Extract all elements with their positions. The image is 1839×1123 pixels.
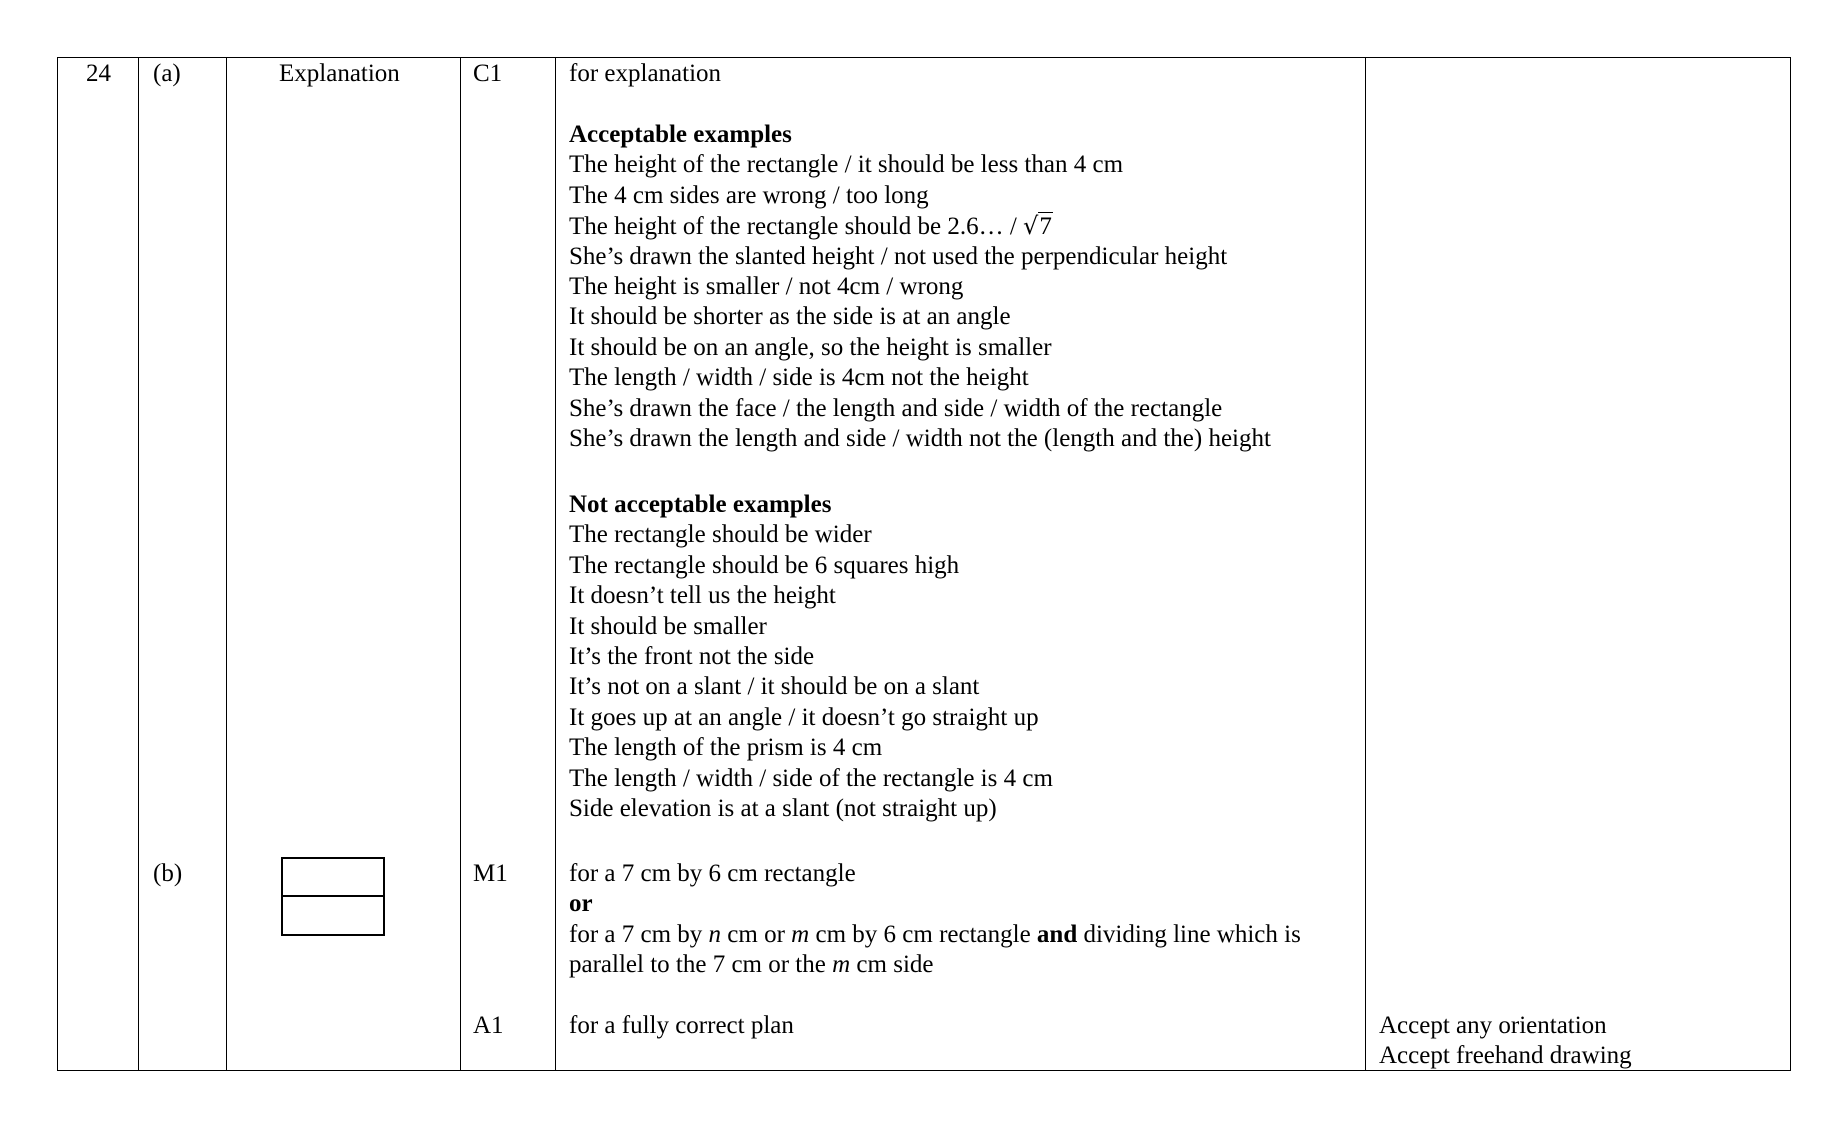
column-divider — [460, 57, 461, 1071]
square-root: √7 — [1023, 212, 1052, 241]
not-acceptable-example: The rectangle should be 6 squares high — [569, 551, 960, 579]
acceptable-example: She’s drawn the slanted height / not used the perpendicular height — [569, 242, 1228, 270]
part-a-answer: Explanation — [279, 60, 400, 87]
not-acceptable-example: Side elevation is at a slant (not straight up) — [569, 794, 997, 822]
m1-line: for a 7 cm by n cm or m cm by 6 cm rectangle and dividing line which is — [569, 920, 1301, 948]
acceptable-heading: Acceptable examples — [569, 121, 792, 148]
m1-or: or — [569, 890, 593, 918]
column-divider — [138, 57, 139, 1071]
acceptable-example: The 4 cm sides are wrong / too long — [569, 181, 929, 209]
not-acceptable-example: It doesn’t tell us the height — [569, 582, 836, 610]
not-acceptable-example: It should be smaller — [569, 612, 767, 640]
part-b-label: (b) — [153, 860, 183, 887]
not-acceptable-example: It’s the front not the side — [569, 642, 815, 670]
acceptable-example: The height of the rectangle / it should be less than 4 cm — [569, 151, 1124, 179]
acceptable-examples — [569, 120, 1271, 454]
acceptable-example: It should be shorter as the side is at an angle — [569, 303, 1011, 331]
plan-dividing-line — [283, 895, 383, 897]
part-a-lead: for explanation — [569, 60, 722, 87]
column-divider — [1365, 57, 1366, 1071]
column-divider — [226, 57, 227, 1071]
column-divider — [555, 57, 556, 1071]
not-acceptable-heading: Not acceptable examples — [569, 491, 832, 518]
part-a-label: (a) — [153, 60, 181, 87]
acceptable-example: The height is smaller / not 4cm / wrong — [569, 272, 964, 300]
not-acceptable-example: It goes up at an angle / it doesn’t go straight up — [569, 703, 1039, 731]
a1-note: Accept freehand drawing — [1379, 1042, 1632, 1069]
question-number: 24 — [86, 60, 111, 87]
m1-line: for a 7 cm by 6 cm rectangle — [569, 860, 856, 887]
not-acceptable-examples — [569, 490, 1053, 824]
a1-note: Accept any orientation — [1379, 1012, 1607, 1039]
part-a-mark: C1 — [473, 60, 503, 87]
acceptable-example: She’s drawn the length and side / width not the (length and the) height — [569, 424, 1271, 452]
acceptable-example: The length / width / side is 4cm not the height — [569, 364, 1029, 392]
acceptable-example: She’s drawn the face / the length and side / width of the rectangle — [569, 394, 1223, 422]
not-acceptable-example: The length / width / side of the rectangle is 4 cm — [569, 764, 1053, 792]
a1-mark: A1 — [473, 1012, 504, 1039]
m1-criteria — [569, 859, 1301, 981]
a1-criteria: for a fully correct plan — [569, 1012, 794, 1039]
m1-line: parallel to the 7 cm or the m cm side — [569, 951, 934, 979]
not-acceptable-example: The length of the prism is 4 cm — [569, 734, 883, 762]
m1-mark: M1 — [473, 860, 508, 887]
not-acceptable-example: It’s not on a slant / it should be on a slant — [569, 673, 980, 701]
rectangle-plan-icon — [281, 857, 385, 936]
acceptable-example: It should be on an angle, so the height is smaller — [569, 333, 1052, 361]
not-acceptable-example: The rectangle should be wider — [569, 521, 872, 549]
acceptable-example: The height of the rectangle should be 2.6… / √7 — [569, 211, 1271, 241]
